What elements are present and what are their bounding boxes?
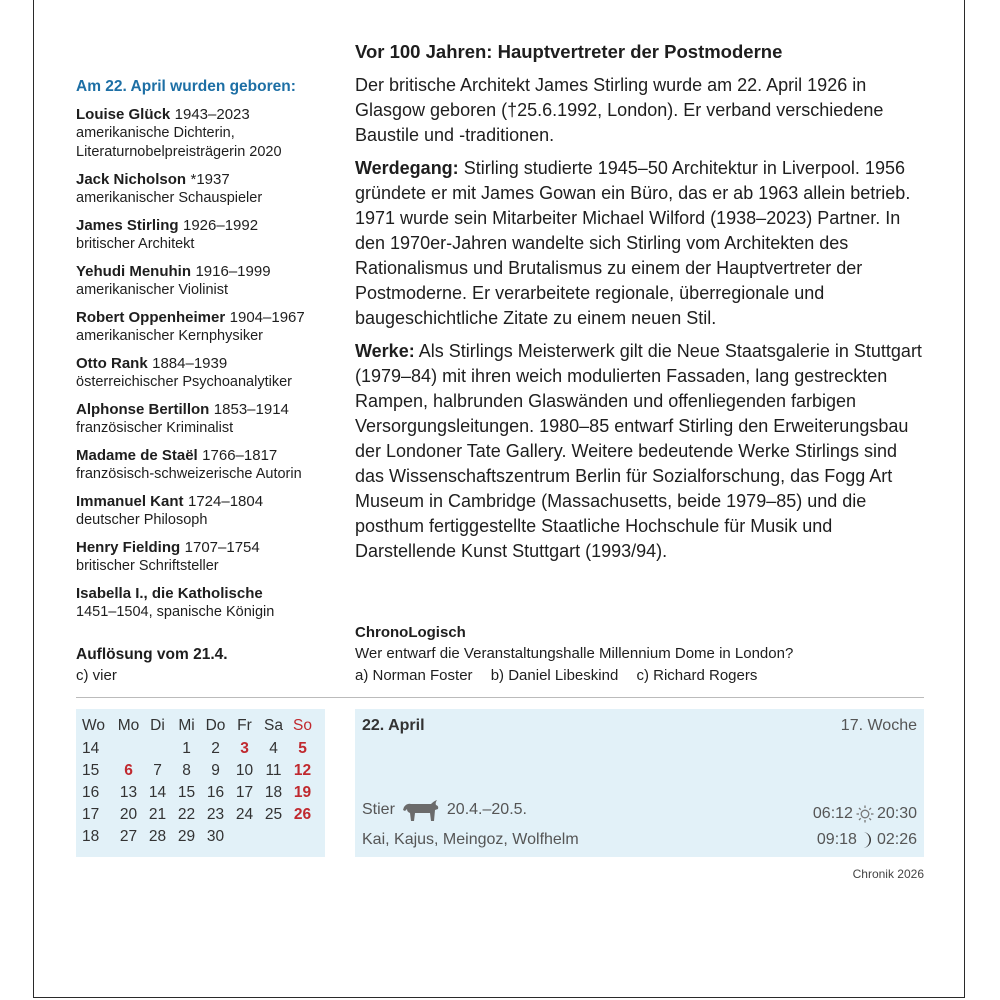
birth-entry <box>76 400 336 438</box>
calendar-week-row <box>80 738 317 760</box>
birth-description: französischer Kriminalist <box>76 420 234 436</box>
calendar-day: 14 <box>148 784 167 801</box>
sun-times <box>813 805 917 823</box>
birth-description: 1451–1504, spanische Königin <box>76 604 275 620</box>
calendar-header-cell: Sa <box>264 717 283 734</box>
birth-years: 1766–1817 <box>202 447 278 464</box>
calendar-day: 30 <box>206 828 225 845</box>
sun-icon <box>856 805 874 823</box>
calendar-day: 13 <box>119 784 138 801</box>
calendar-day: 7 <box>153 762 162 779</box>
chrono-option: a) Norman Foster <box>355 667 473 684</box>
birth-name: Jack Nicholson <box>76 171 187 188</box>
birth-entry <box>76 538 336 576</box>
moonrise: 09:18 <box>816 831 857 848</box>
birth-years: 1853–1914 <box>213 401 289 418</box>
calendar-day: 16 <box>206 784 225 801</box>
birth-name: James Stirling <box>76 217 179 234</box>
birth-name: Robert Oppenheimer <box>76 309 226 326</box>
chrono-options <box>355 665 930 687</box>
calendar-day: 10 <box>235 762 254 779</box>
birth-name: Immanuel Kant <box>76 493 184 510</box>
birth-years: 1724–1804 <box>187 493 264 510</box>
calendar-day: 12 <box>293 762 312 779</box>
birth-entry <box>76 354 336 392</box>
birth-description: amerikanischer Violinist <box>76 282 229 298</box>
day-info-box <box>355 709 924 857</box>
calendar-day: 24 <box>235 806 254 823</box>
divider <box>76 697 924 698</box>
calendar-day: 22 <box>177 806 196 823</box>
name-days: Kai, Kajus, Meingoz, Wolfhelm <box>362 831 579 848</box>
birth-entry <box>76 216 336 254</box>
calendar-day: 11 <box>265 762 282 779</box>
birth-entry <box>76 262 336 300</box>
calendar-week-number: 18 <box>82 828 100 845</box>
calendar-header-cell: So <box>293 717 312 734</box>
birth-description: österreichischer Psychoanalytiker <box>76 374 292 390</box>
calendar-week-number: 16 <box>82 784 100 801</box>
birth-years: *1937 <box>190 171 230 188</box>
calendar-day <box>230 826 259 848</box>
calendar-week-number: 15 <box>82 762 100 779</box>
zodiac-name: Stier <box>362 801 395 818</box>
career-text: Stirling studierte 1945–50 Architektur in Liverpool. 1956 gründete er mit James Gowan ein Büro, das er ab 1963 allein betrieb. 1971 wurde sein Mitarbeiter Michael Wilford (1938–2023) Partner. In den 1970er-Jahren wandelte sich Stirling vom Architekten des Rationalismus und Brutalismus zu einem der Hauptvertreter der Postmoderne. Er verarbeitete regionale, überregionale und baugeschichtliche Zitate zu einem neuen Stil. <box>355 158 911 328</box>
chrono-option: c) Richard Rogers <box>636 667 758 684</box>
calendar-day: 9 <box>211 762 220 779</box>
birth-years: 1707–1754 <box>184 539 260 556</box>
solution-answer: c) vier <box>76 667 117 684</box>
article-intro: Der britische Architekt James Stirling wurde am 22. April 1926 in Glasgow geboren (†25.6.1992, London). Er verband verschiedene Baustile und -traditionen. <box>355 75 884 145</box>
birth-name: Louise Glück <box>76 106 171 123</box>
birth-description: britischer Schriftsteller <box>76 558 219 574</box>
birth-name: Yehudi Menuhin <box>76 263 191 280</box>
birth-name: Alphonse Bertillon <box>76 401 210 418</box>
calendar-day <box>143 738 172 760</box>
calendar-week-row <box>80 782 317 804</box>
works-label: Werke: <box>355 341 415 361</box>
births-list <box>76 78 336 630</box>
zodiac-range: 20.4.–20.5. <box>446 801 527 818</box>
calendar-week-row <box>80 804 317 826</box>
calendar-day: 4 <box>269 740 278 757</box>
chrono-title: ChronoLogisch <box>355 624 466 641</box>
calendar-day <box>114 738 143 760</box>
article-title: Vor 100 Jahren: Hauptvertreter der Postmoderne <box>355 41 783 62</box>
birth-name: Madame de Staël <box>76 447 198 464</box>
calendar-day: 29 <box>177 828 196 845</box>
calendar-header-cell: Fr <box>237 717 252 734</box>
works-text: Als Stirlings Meisterwerk gilt die Neue Staatsgalerie in Stuttgart (1979–84) mit ihren weich modulierten Fassaden, lang gestreckten Rampen, halbrunden Glaswänden und offenliegenden farbigen Versorgungsleitungen. 1980–85 entwarf Stirling den Erweiterungsbau der Londoner Tate Gallery. Weitere bedeutende Werke Stirlings sind das Wissenschaftszentrum Berlin für Sozialforschung, das Fogg Art Museum in Cambridge (Massachusetts, beide 1979–85) und die posthum fertiggestellte Staatliche Hochschule für Musik und Darstellende Kunst Stuttgart (1993/94). <box>355 341 922 561</box>
calendar-day: 3 <box>240 740 249 757</box>
calendar-header-cell: Mo <box>117 717 140 734</box>
calendar-day: 21 <box>148 806 167 823</box>
moon-times <box>817 831 917 849</box>
article-career <box>355 156 930 331</box>
calendar-day: 23 <box>206 806 225 823</box>
week-number: 17. Woche <box>840 717 917 734</box>
sunset: 20:30 <box>876 805 917 822</box>
calendar-day: 15 <box>177 784 196 801</box>
solution-box <box>76 645 336 687</box>
calendar-day: 1 <box>182 740 191 757</box>
calendar-day: 26 <box>293 806 312 823</box>
chrono-option: b) Daniel Libeskind <box>490 667 619 684</box>
calendar-day: 20 <box>119 806 138 823</box>
footer-label: Chronik 2026 <box>852 867 924 881</box>
birth-name: Otto Rank <box>76 355 148 372</box>
birth-description: französisch-schweizerische Autorin <box>76 466 302 482</box>
birth-description: britischer Architekt <box>76 236 195 252</box>
calendar-week-number: 14 <box>82 740 100 757</box>
chrono-quiz <box>355 622 930 687</box>
calendar-day: 8 <box>182 762 191 779</box>
chrono-question: Wer entwarf die Veranstaltungshalle Millennium Dome in London? <box>355 645 794 662</box>
calendar-week-number: 17 <box>82 806 100 823</box>
birth-years: 1916–1999 <box>195 263 271 280</box>
calendar-header-cell: Wo <box>82 717 105 734</box>
day-date: 22. April <box>362 717 425 734</box>
solution-title: Auflösung vom 21.4. <box>76 646 228 663</box>
birth-entry <box>76 492 336 530</box>
calendar-header-cell: Do <box>205 717 226 734</box>
career-label: Werdegang: <box>355 158 459 178</box>
bull-icon <box>401 797 441 823</box>
calendar-day: 19 <box>293 784 312 801</box>
sunrise: 06:12 <box>812 805 853 822</box>
calendar-day: 6 <box>124 762 133 779</box>
birth-entry <box>76 308 336 346</box>
calendar-day: 27 <box>119 828 138 845</box>
calendar-day <box>288 826 317 848</box>
zodiac-row <box>362 797 527 823</box>
mini-calendar <box>76 709 325 857</box>
calendar-week-row <box>80 826 317 848</box>
calendar-week-row <box>80 760 317 782</box>
moon-icon <box>860 831 874 849</box>
calendar-header-cell: Mi <box>178 717 195 734</box>
birth-years: 1943–2023 <box>174 106 250 123</box>
birth-name: Henry Fielding <box>76 539 181 556</box>
birth-years: 1884–1939 <box>152 355 228 372</box>
birth-description: amerikanischer Kernphysiker <box>76 328 263 344</box>
births-heading: Am 22. April wurden geboren: <box>76 78 296 95</box>
birth-years: 1904–1967 <box>229 309 305 326</box>
birth-name: Isabella I., die Katholische <box>76 585 263 602</box>
calendar-day: 5 <box>298 740 307 757</box>
calendar-day: 18 <box>264 784 283 801</box>
birth-years: 1926–1992 <box>183 217 259 234</box>
moonset: 02:26 <box>876 831 917 848</box>
birth-entry <box>76 105 336 162</box>
article-works <box>355 339 930 564</box>
birth-entry <box>76 446 336 484</box>
calendar-day: 17 <box>235 784 254 801</box>
article <box>355 40 930 572</box>
calendar-day: 25 <box>264 806 283 823</box>
birth-entry <box>76 584 336 622</box>
birth-entry <box>76 170 336 208</box>
calendar-day: 2 <box>211 740 220 757</box>
calendar-day: 28 <box>148 828 167 845</box>
birth-description: amerikanische Dichterin, Literaturnobelpreisträgerin 2020 <box>76 125 282 160</box>
calendar-header-cell: Di <box>150 717 165 734</box>
birth-description: deutscher Philosoph <box>76 512 208 528</box>
birth-description: amerikanischer Schauspieler <box>76 190 263 206</box>
calendar-day <box>259 826 288 848</box>
